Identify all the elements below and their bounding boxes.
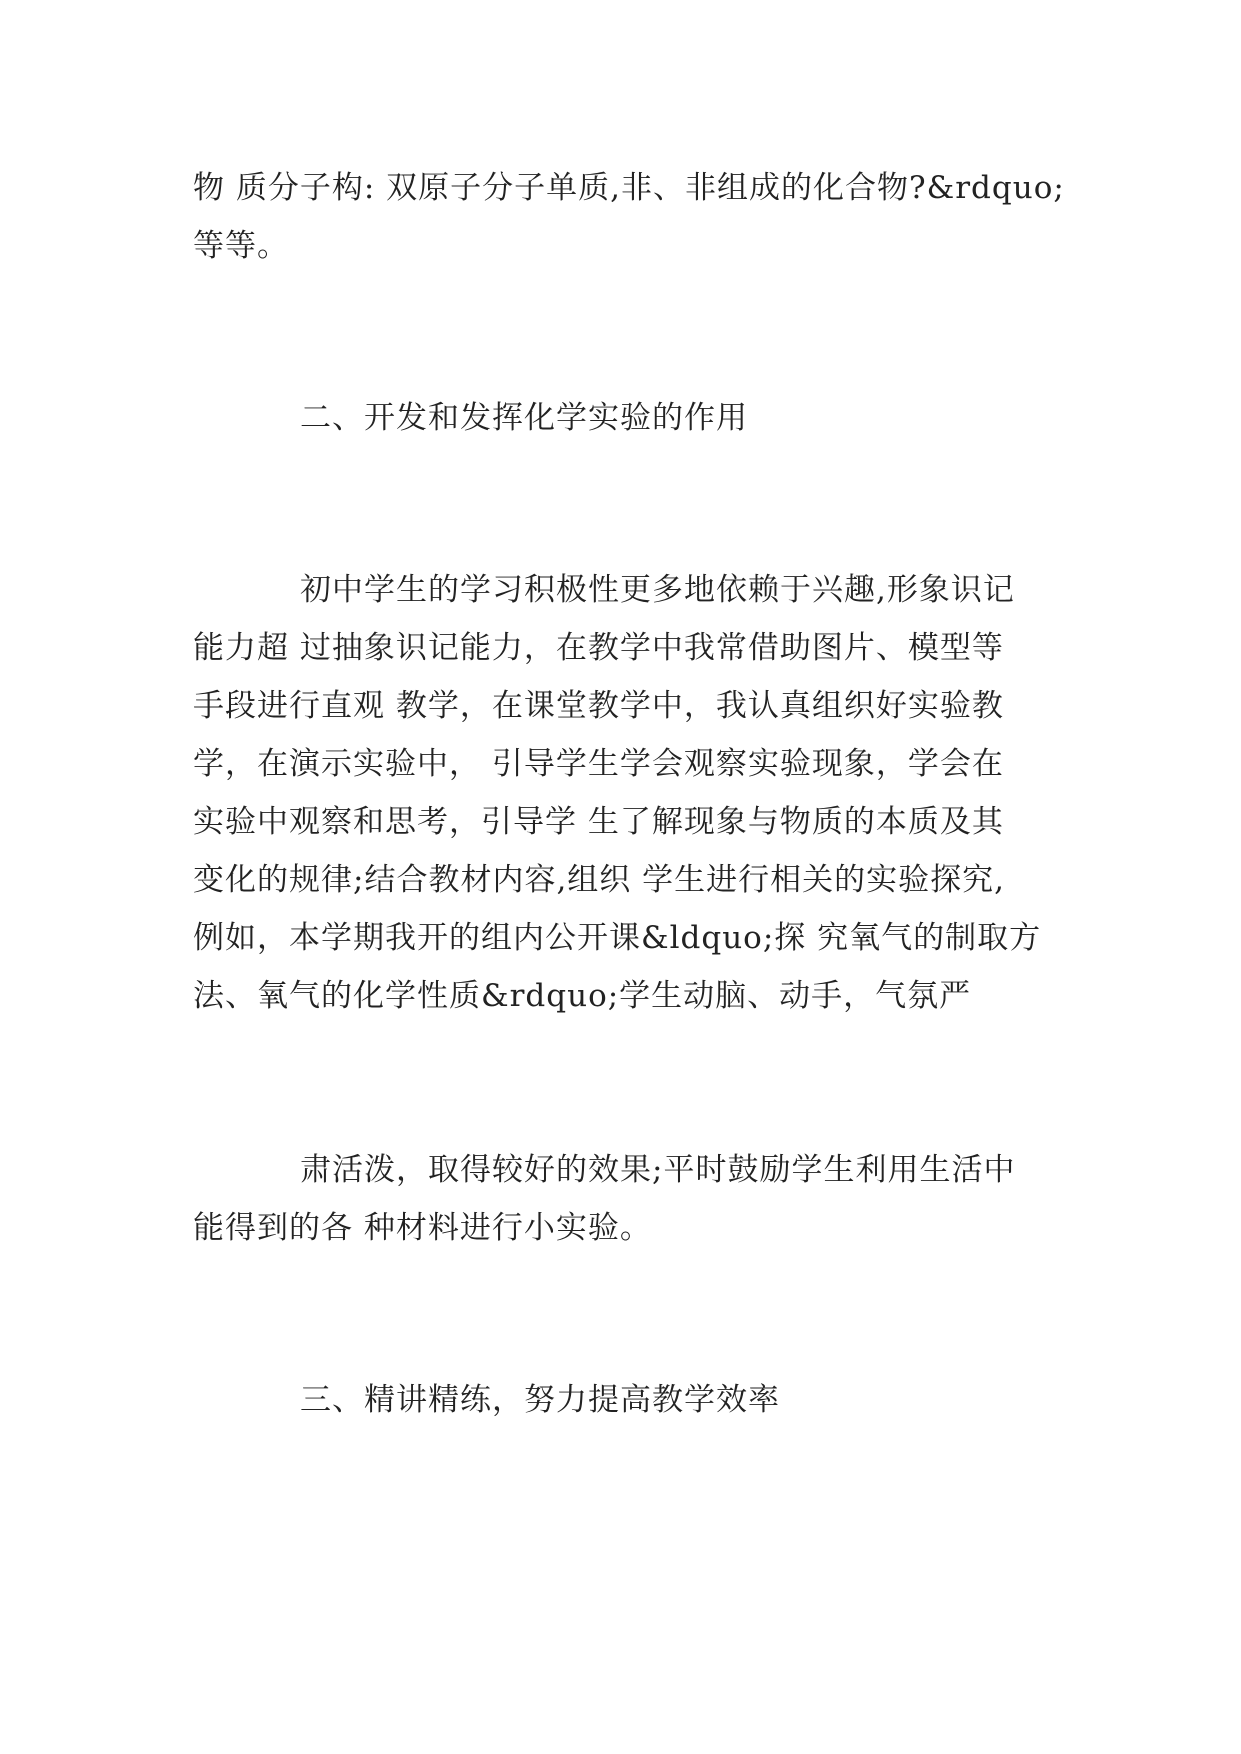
paragraph-line: 例如，本学期我开的组内公开课&ldquo;探 究氧气的制取方 [193,920,1042,956]
paragraph-line: 初中学生的学习积极性更多地依赖于兴趣,形象识记 [300,572,1015,608]
paragraph-line: 能得到的各 种材料进行小实验。 [193,1210,652,1246]
paragraph-line: 手段进行直观 教学，在课堂教学中，我认真组织好实验教 [193,688,1004,724]
paragraph-line: 法、氧气的化学性质&rdquo;学生动脑、动手，气氛严 [193,978,972,1014]
paragraph-line: 学，在演示实验中， 引导学生学会观察实验现象，学会在 [193,746,1004,782]
paragraph-line: 实验中观察和思考，引导学 生了解现象与物质的本质及其 [193,804,1004,840]
paragraph-line: 物 质分子构: 双原子分子单质,非、非组成的化合物?&rdquo; [193,170,1065,206]
paragraph-line: 能力超 过抽象识记能力，在教学中我常借助图片、模型等 [193,630,1004,666]
section-heading: 三、精讲精练，努力提高教学效率 [300,1382,780,1418]
section-heading: 二、开发和发挥化学实验的作用 [300,400,748,436]
paragraph-line: 等等。 [193,228,289,264]
paragraph-line: 肃活泼，取得较好的效果;平时鼓励学生利用生活中 [300,1152,1016,1188]
paragraph-line: 变化的规律;结合教材内容,组织 学生进行相关的实验探究, [193,862,1006,898]
